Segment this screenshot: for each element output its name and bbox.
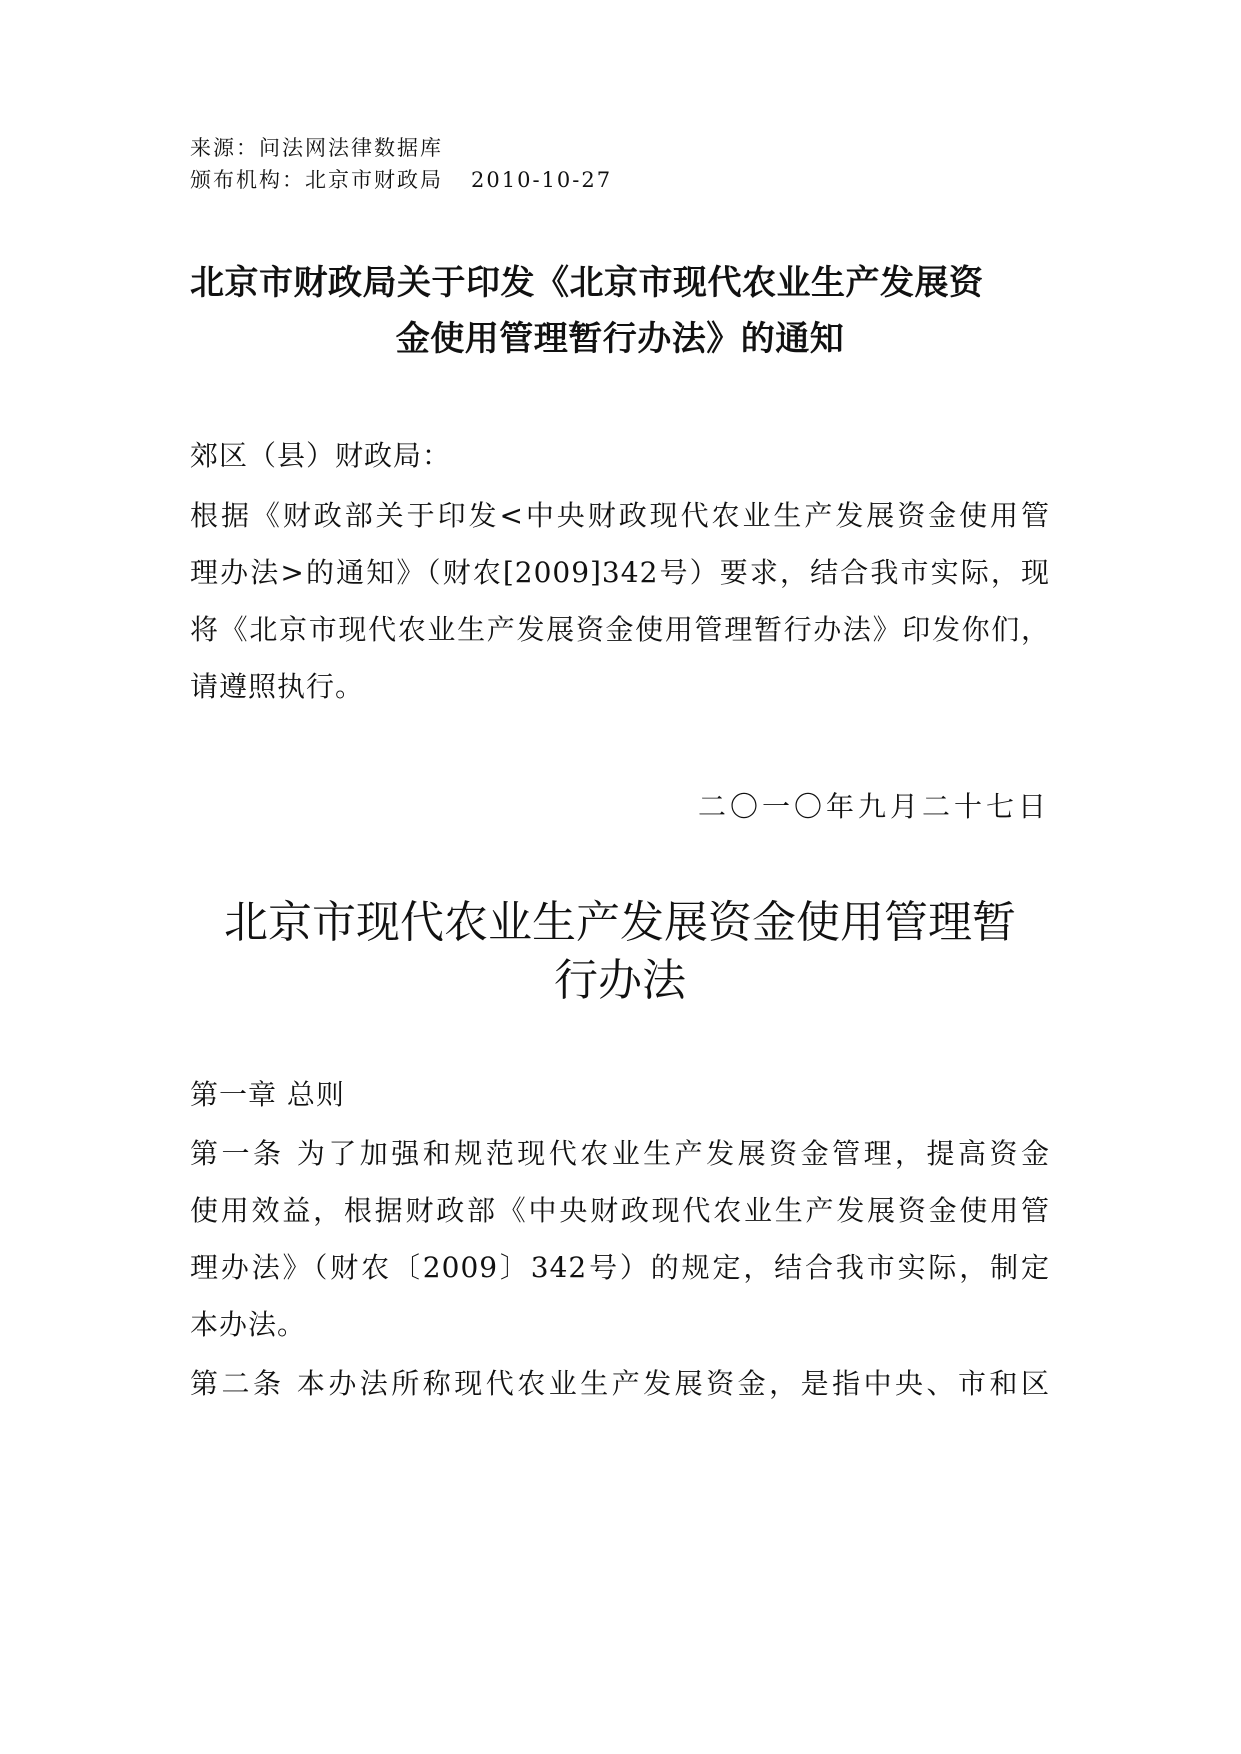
article1-line-1: 第一条 为了加强和规范现代农业生产发展资金管理，提高资金 [190, 1137, 1050, 1170]
notice-body-line-4: 请遵照执行。 [190, 670, 365, 703]
regulation-title-line-1: 北京市现代农业生产发展资金使用管理暂 [224, 897, 1016, 948]
issuer-label: 颁布机构：北京市财政局 [190, 168, 443, 192]
regulation-title-line-2: 行办法 [554, 955, 686, 1006]
article1-line-2: 使用效益，根据财政部《中央财政现代农业生产发展资金使用管 [190, 1194, 1050, 1227]
notice-date: 二〇一〇年九月二十七日 [697, 790, 1050, 823]
article1-line-3: 理办法》（财农〔2009〕342号）的规定，结合我市实际，制定 [190, 1251, 1050, 1284]
notice-body-line-1: 根据《财政部关于印发<中央财政现代农业生产发展资金使用管 [190, 499, 1050, 532]
article1-line-4: 本办法。 [190, 1308, 307, 1341]
chapter-heading: 第一章 总则 [190, 1078, 345, 1111]
source-line: 来源：问法网法律数据库 [190, 136, 443, 160]
issuer-line [190, 165, 612, 195]
notice-title-line-1: 北京市财政局关于印发《北京市现代农业生产发展资 [190, 263, 984, 303]
article2-line-1: 第二条 本办法所称现代农业生产发展资金，是指中央、市和区 [190, 1367, 1050, 1400]
notice-title-line-2: 金使用管理暂行办法》的通知 [395, 319, 845, 359]
notice-body-line-2: 理办法>的通知》（财农[2009]342号）要求，结合我市实际，现 [190, 556, 1050, 589]
issue-date: 2010-10-27 [471, 168, 613, 192]
notice-addressee: 郊区（县）财政局： [190, 439, 452, 472]
notice-body-line-3: 将《北京市现代农业生产发展资金使用管理暂行办法》印发你们， [190, 613, 1050, 646]
